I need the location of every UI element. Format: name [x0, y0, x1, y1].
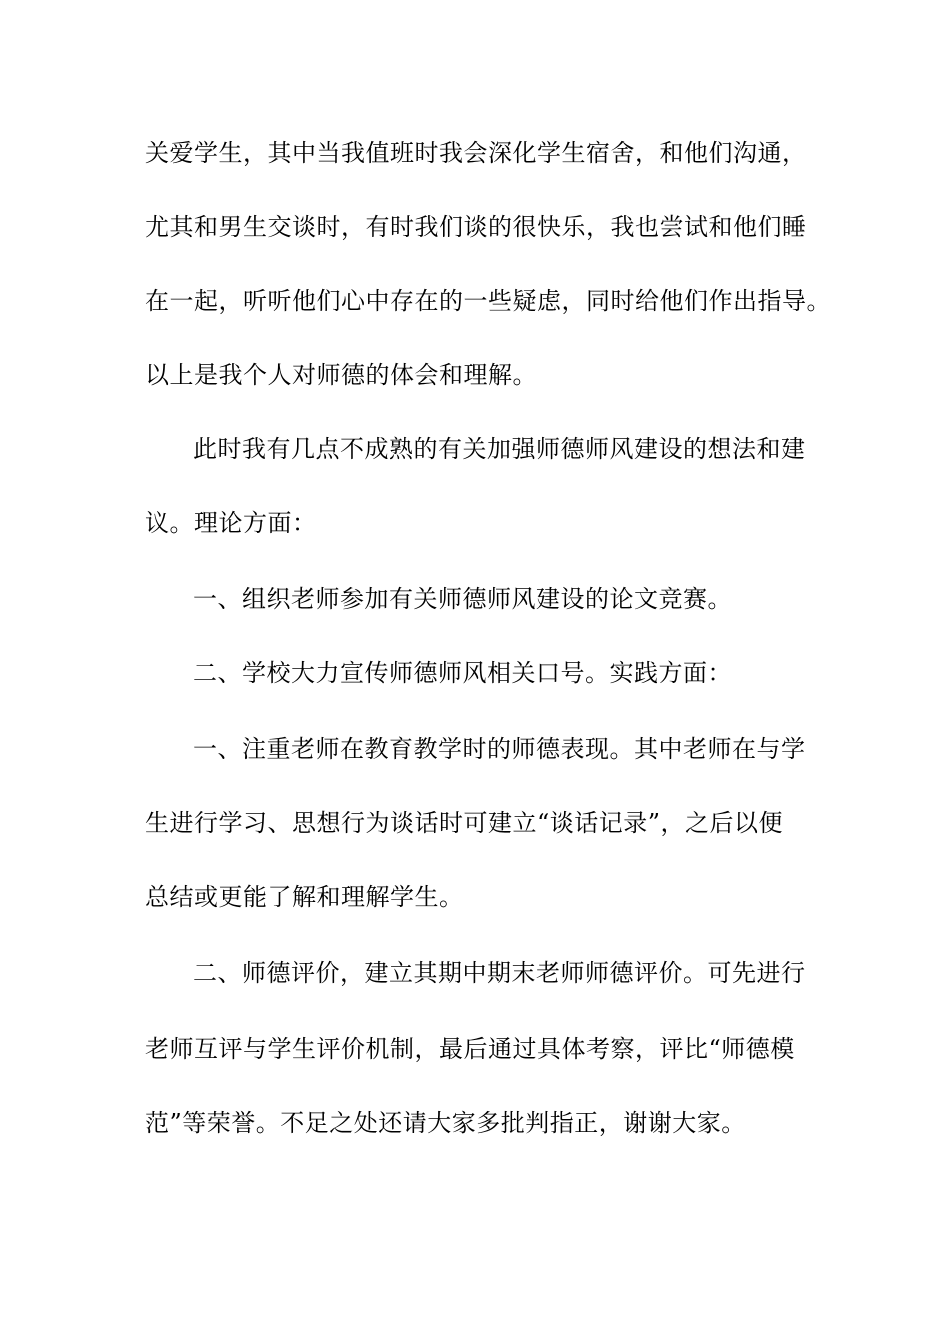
- text-line: 老师互评与学生评价机制，最后通过具体考察，评比“师德模: [145, 1035, 795, 1063]
- text-line: 尤其和男生交谈时，有时我们谈的很快乐，我也尝试和他们睡: [145, 213, 807, 241]
- list-item-practice-1: 一、注重老师在教育教学时的师德表现。其中老师在与学: [193, 735, 806, 763]
- list-item-theory-1: 一、组织老师参加有关师德师风建设的论文竞赛。: [193, 585, 732, 613]
- text-line: 生进行学习、思想行为谈话时可建立“谈话记录”，之后以便: [145, 809, 784, 837]
- text-line: 关爱学生，其中当我值班时我会深化学生宿舍，和他们沟通，: [145, 139, 807, 167]
- text-line: 议。理论方面：: [145, 509, 317, 537]
- text-line: 在一起，听听他们心中存在的一些疑虑，同时给他们作出指导。: [145, 287, 831, 315]
- text-line: 总结或更能了解和理解学生。: [145, 883, 464, 911]
- text-line: 范”等荣誉。不足之处还请大家多批判指正，谢谢大家。: [145, 1109, 746, 1137]
- text-line: 以上是我个人对师德的体会和理解。: [145, 361, 537, 389]
- list-item-practice-2: 二、师德评价，建立其期中期末老师师德评价。可先进行: [193, 959, 806, 987]
- list-item-theory-2: 二、学校大力宣传师德师风相关口号。实践方面：: [193, 659, 732, 687]
- paragraph-first-line: 此时我有几点不成熟的有关加强师德师风建设的想法和建: [193, 435, 806, 463]
